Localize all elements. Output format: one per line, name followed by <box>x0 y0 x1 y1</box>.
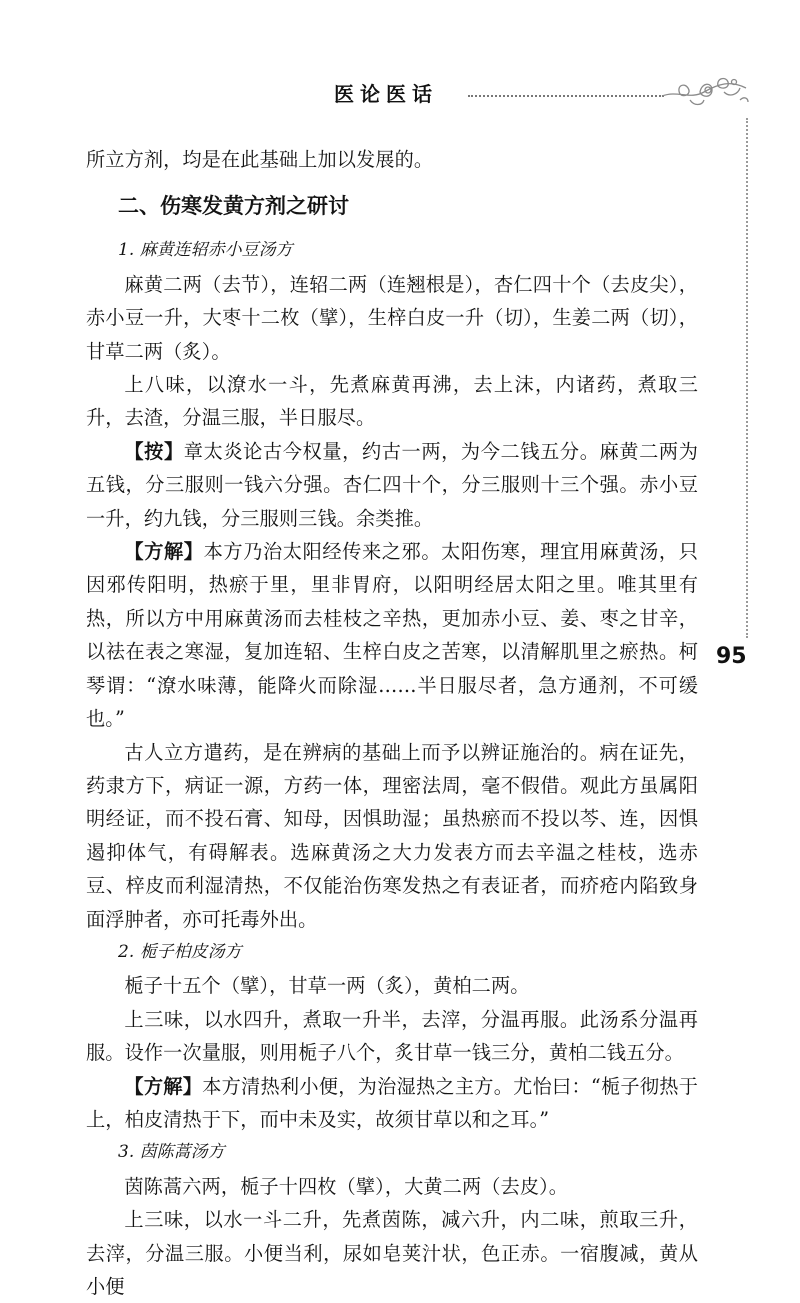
floral-ornament-icon <box>660 70 750 120</box>
formula-title-3: 3. 茵陈蒿汤方 <box>118 1142 225 1163</box>
paragraph: 古人立方遣药，是在辨病的基础上而予以辨证施治的。病在证先，药隶方下，病证一源，方药一体，理密法周，毫不假借。观此方虽属阳明经证，而不投石膏、知母，因惧助湿；虽热瘀而不投以芩、连，因惧遏抑体气，有碍解表。选麻黄汤之大力发表方而去辛温之桂枝，选赤豆、梓皮而利湿清热，不仅能治伤寒发热之有表证者，而疥疮内陷致身面浮肿者，亦可托毒外出。 <box>86 740 698 931</box>
running-header <box>300 74 750 114</box>
margin-dotted-rule <box>746 118 748 638</box>
paragraph: 【方解】本方乃治太阳经传来之邪。太阳伤寒，理宜用麻黄汤，只因邪传阳明，热瘀于里，里非胃府，以阳明经居太阳之里。唯其里有热，所以方中用麻黄汤而去桂枝之辛热，更加赤小豆、姜、枣之甘辛，以祛在表之寒湿，复加连轺、生梓白皮之苦寒，以清解肌里之瘀热。柯琴谓：“潦水味薄，能降火而除湿……半日服尽者，急方通剂，不可缓也。” <box>86 540 699 731</box>
note-tag: 【按】 <box>124 439 184 463</box>
page-body <box>86 143 698 1303</box>
intro-paragraph: 所立方剂，均是在此基础上加以发展的。 <box>86 148 434 171</box>
paragraph: 茵陈蒿六两，栀子十四枚（擘），大黄二两（去皮）。 <box>124 1174 569 1198</box>
analysis-tag: 【方解】 <box>124 1074 203 1098</box>
paragraph: 上三味，以水一斗二升，先煮茵陈，减六升，内二味，煎取三升，去滓，分温三服。小便当利，尿如皂荚汁状，色正赤。一宿腹减，黄从小便 <box>86 1208 698 1298</box>
paragraph: 麻黄二两（去节），连轺二两（连翘根是），杏仁四十个（去皮尖），赤小豆一升，大枣十二枚（擘），生梓白皮一升（切），生姜二两（切），甘草二两（炙）。 <box>86 272 698 363</box>
paragraph: 栀子十五个（擘），甘草一两（炙），黄柏二两。 <box>124 974 530 998</box>
paragraph: 上三味，以水四升，煮取一升半，去滓，分温再服。此汤系分温再服。设作一次量服，则用栀子八个，炙甘草一钱三分，黄柏二钱五分。 <box>86 1007 698 1065</box>
paragraph: 【按】章太炎论古今权量，约古一两，为今二钱五分。麻黄二两为五钱，分三服则一钱六分强。杏仁四十个，分三服则十三个强。赤小豆一升，约九钱，分三服则三钱。余类推。 <box>86 439 698 530</box>
section-title: 二、伤寒发黄方剂之研讨 <box>118 194 349 219</box>
formula-title-1: 1. 麻黄连轺赤小豆汤方 <box>118 240 293 261</box>
header-dotted-rule <box>468 95 664 97</box>
page-number: 95 <box>716 644 747 669</box>
paragraph: 上八味，以潦水一斗，先煮麻黄再沸，去上沫，内诸药，煮取三升，去渣，分温三服，半日服尽。 <box>86 373 698 430</box>
paragraph: 【方解】本方清热利小便，为治湿热之主方。尤怡曰：“栀子彻热于上，柏皮清热于下，而中未及实，故须甘草以和之耳。” <box>86 1074 698 1131</box>
analysis-tag: 【方解】 <box>124 540 204 564</box>
formula-title-2: 2. 栀子柏皮汤方 <box>118 941 242 962</box>
header-title: 医论医话 <box>334 82 438 106</box>
